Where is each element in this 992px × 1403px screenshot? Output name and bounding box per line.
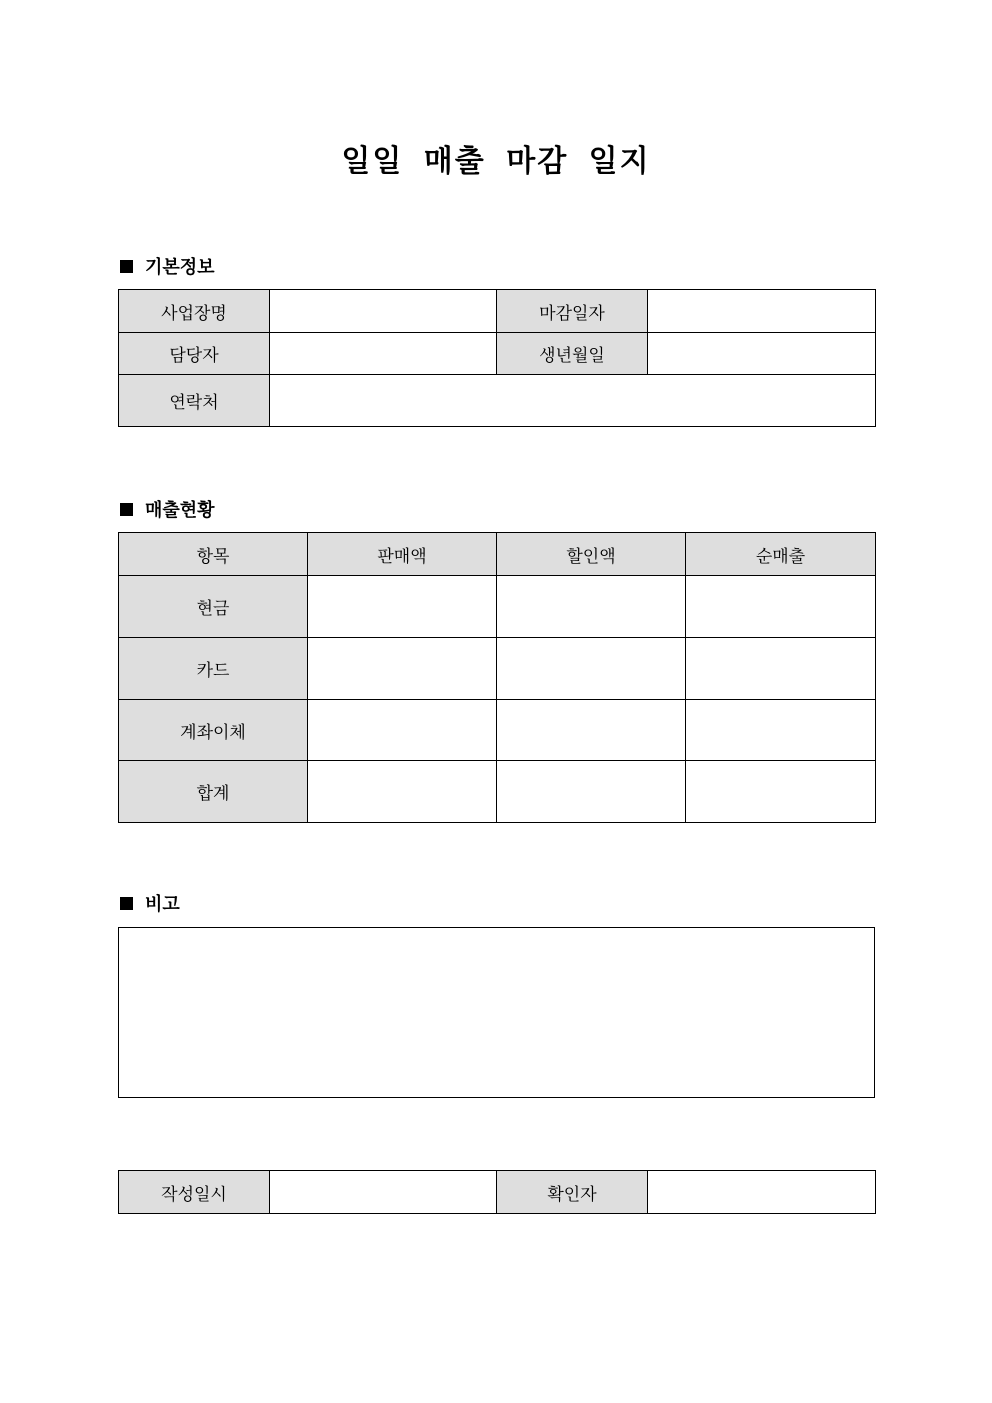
transfer-sales-field[interactable] xyxy=(308,700,497,761)
business-name-field[interactable] xyxy=(270,290,497,333)
transfer-net-field[interactable] xyxy=(686,700,876,761)
row-label-card: 카드 xyxy=(119,638,308,700)
basic-info-heading-text: 기본정보 xyxy=(145,257,215,278)
cash-sales-field[interactable] xyxy=(308,576,497,638)
square-bullet-icon xyxy=(120,260,133,273)
confirmer-field[interactable] xyxy=(648,1171,876,1214)
remarks-heading xyxy=(120,890,180,916)
cash-net-field[interactable] xyxy=(686,576,876,638)
square-bullet-icon xyxy=(120,503,133,516)
page-title: 일일 매출 마감 일지 xyxy=(341,144,651,179)
birth-date-label: 생년월일 xyxy=(497,333,648,375)
column-header-item: 항목 xyxy=(119,533,308,576)
contact-label: 연락처 xyxy=(119,375,270,427)
transfer-discount-field[interactable] xyxy=(497,700,686,761)
business-name-label: 사업장명 xyxy=(119,290,270,333)
sales-heading xyxy=(120,496,215,522)
closing-date-label: 마감일자 xyxy=(497,290,648,333)
total-net-field[interactable] xyxy=(686,761,876,823)
closing-date-field[interactable] xyxy=(648,290,876,333)
card-discount-field[interactable] xyxy=(497,638,686,700)
table-row xyxy=(119,761,876,823)
remarks-heading-text: 비고 xyxy=(145,894,180,915)
birth-date-field[interactable] xyxy=(648,333,876,375)
table-row xyxy=(119,700,876,761)
cash-discount-field[interactable] xyxy=(497,576,686,638)
written-at-label: 작성일시 xyxy=(119,1171,270,1214)
remarks-field[interactable] xyxy=(118,927,875,1098)
row-label-transfer: 계좌이체 xyxy=(119,700,308,761)
row-label-total: 합계 xyxy=(119,761,308,823)
column-header-discount: 할인액 xyxy=(497,533,686,576)
basic-info-heading xyxy=(120,253,215,279)
square-bullet-icon xyxy=(120,897,133,910)
total-sales-field[interactable] xyxy=(308,761,497,823)
table-row xyxy=(119,638,876,700)
column-header-net-sales: 순매출 xyxy=(686,533,876,576)
footer-table xyxy=(118,1170,876,1214)
manager-label: 담당자 xyxy=(119,333,270,375)
card-net-field[interactable] xyxy=(686,638,876,700)
manager-field[interactable] xyxy=(270,333,497,375)
sales-heading-text: 매출현황 xyxy=(145,500,215,521)
basic-info-table xyxy=(118,289,876,427)
contact-field[interactable] xyxy=(270,375,876,427)
total-discount-field[interactable] xyxy=(497,761,686,823)
sales-table xyxy=(118,532,876,823)
card-sales-field[interactable] xyxy=(308,638,497,700)
table-row xyxy=(119,576,876,638)
confirmer-label: 확인자 xyxy=(497,1171,648,1214)
row-label-cash: 현금 xyxy=(119,576,308,638)
written-at-field[interactable] xyxy=(270,1171,497,1214)
column-header-sales-amount: 판매액 xyxy=(308,533,497,576)
